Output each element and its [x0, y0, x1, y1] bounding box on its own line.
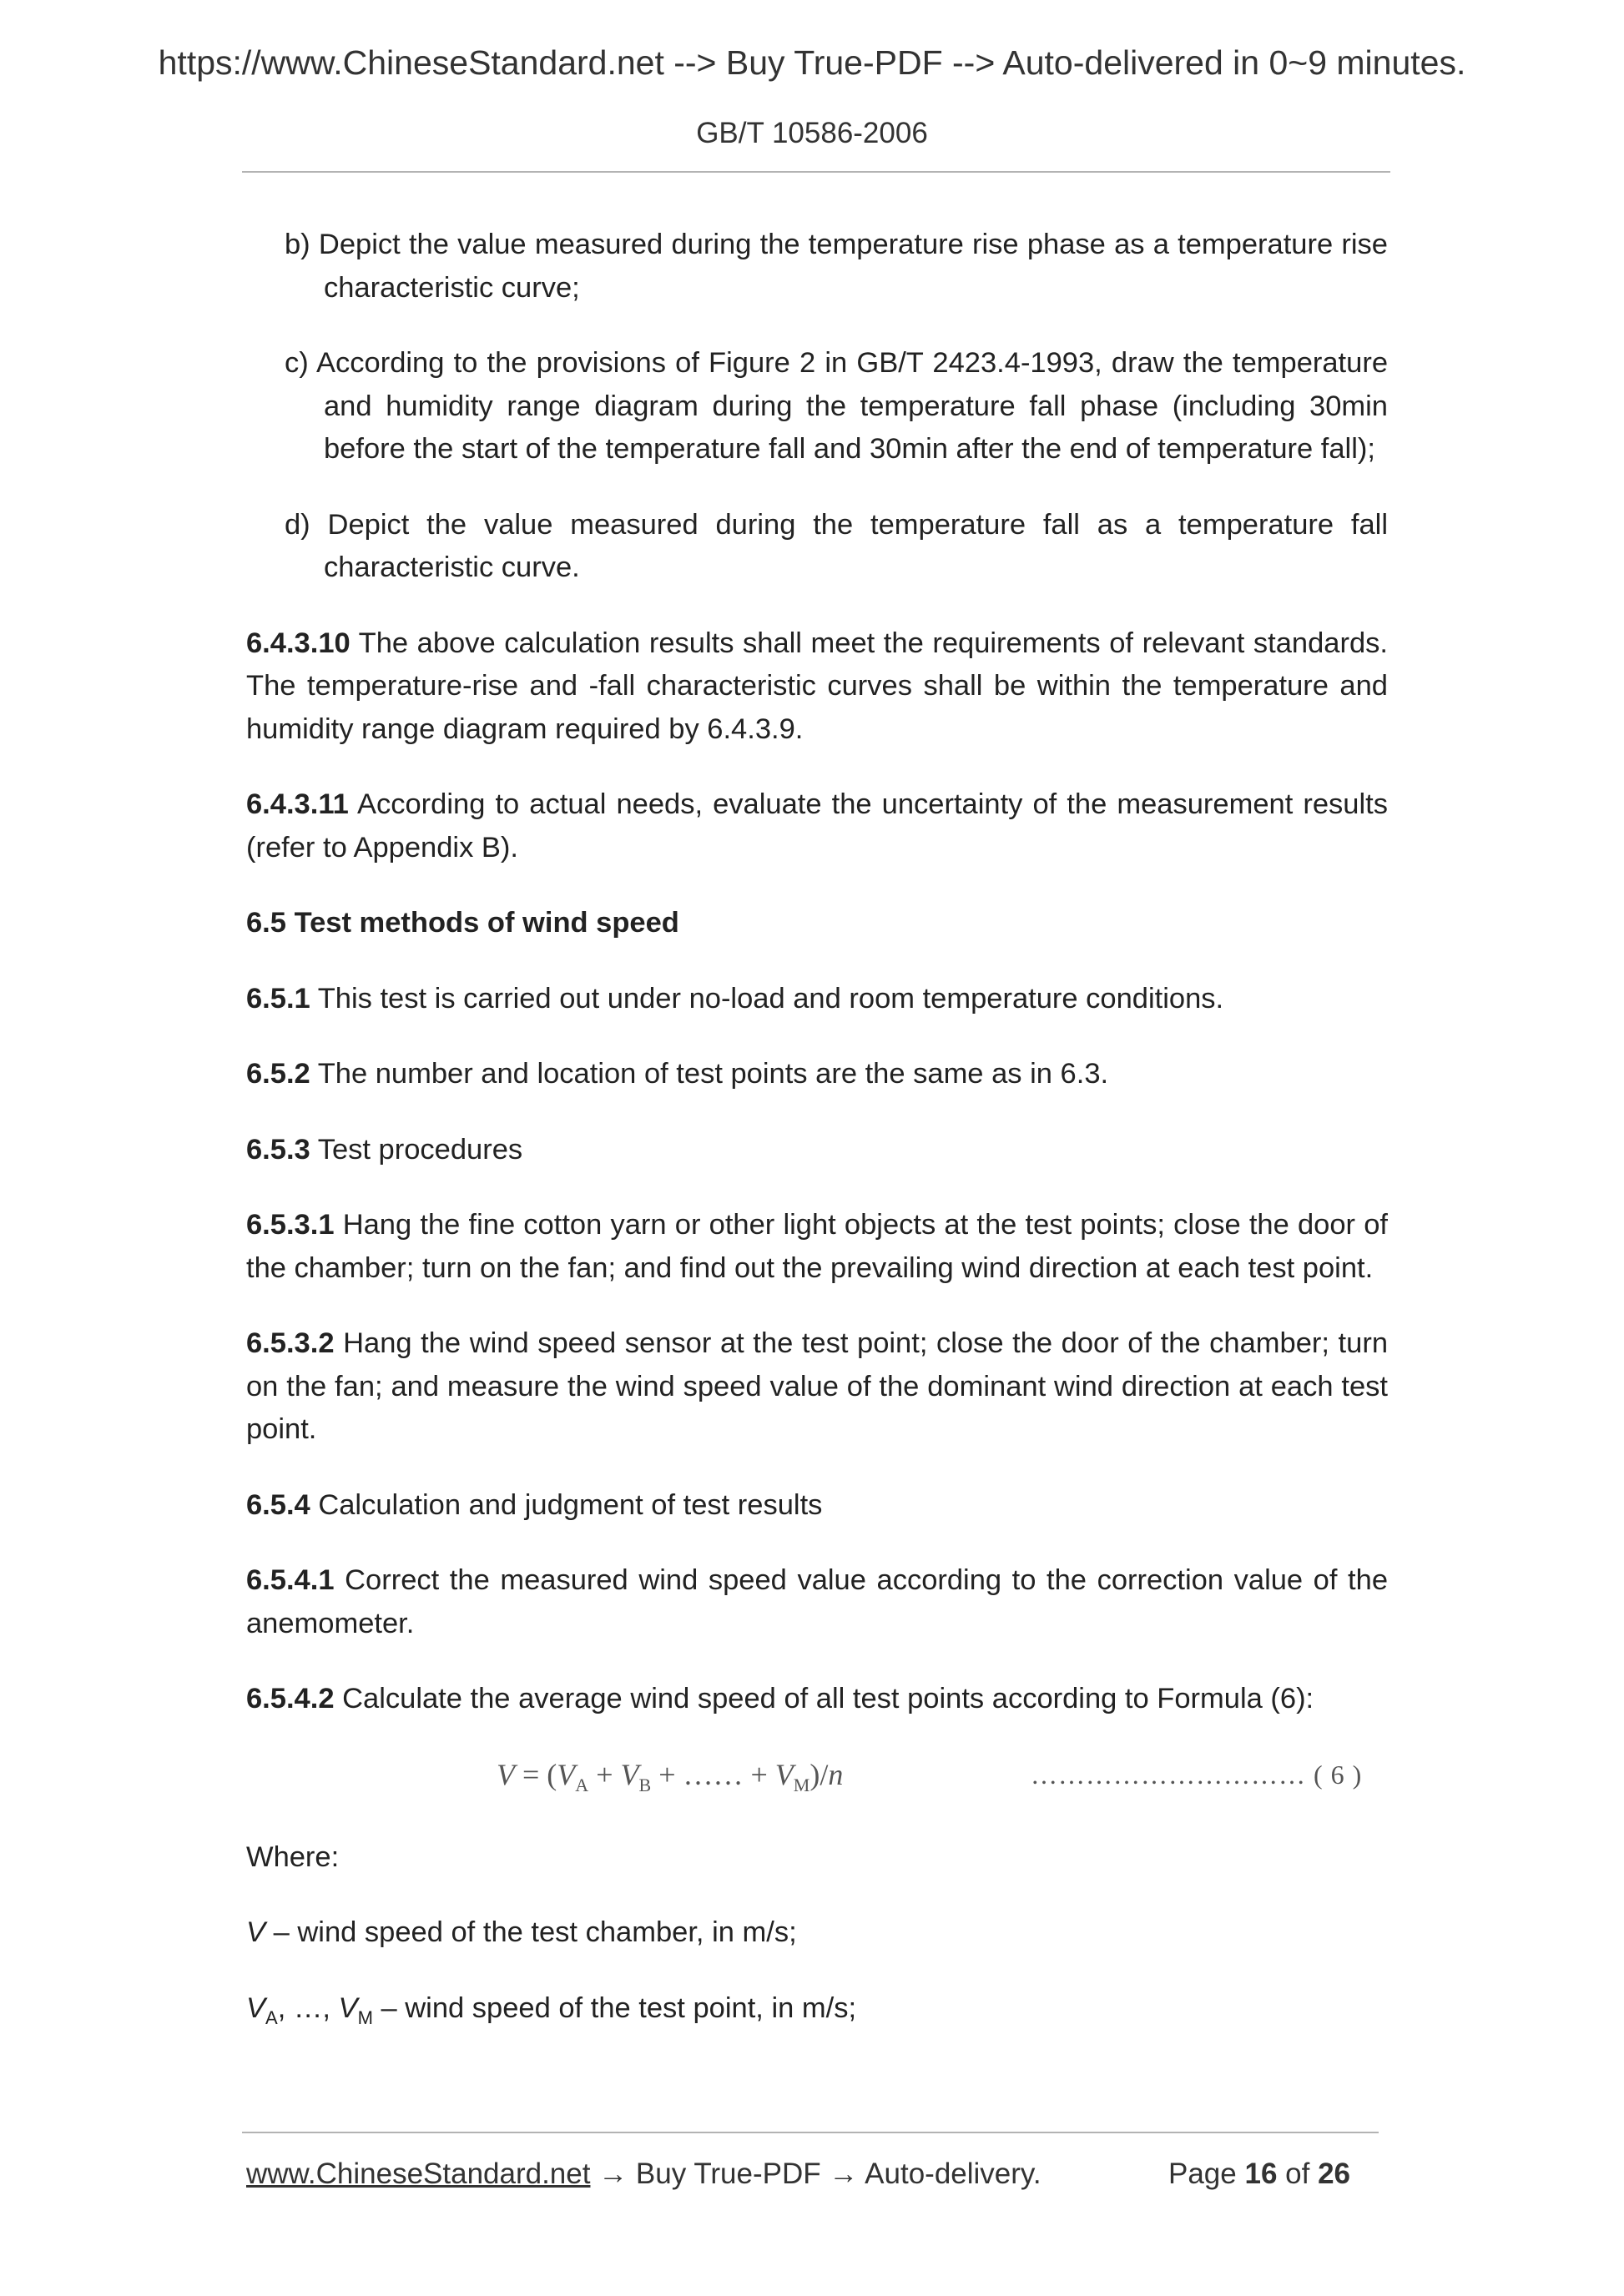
- clause-number: 6.5.4.1: [246, 1564, 335, 1596]
- symbol-subscript: M: [357, 2006, 373, 2028]
- list-marker: b): [285, 229, 310, 260]
- formula-symbol: V: [620, 1757, 639, 1791]
- definition-separator: , …,: [277, 1991, 339, 2024]
- symbol-letter: V: [338, 1991, 358, 2024]
- clause-6-5-4-2: [246, 1678, 1388, 1721]
- clause-6-4-3-11: [246, 783, 1388, 869]
- clause-text: Hang the fine cotton yarn or other light objects at the test points; close the door of the chamber; turn on the fan; and find out the prevailing wind direction at each test point.: [246, 1209, 1388, 1284]
- clause-number: 6.5.2: [246, 1058, 310, 1090]
- clause-text: The number and location of test points are the same as in 6.3.: [317, 1058, 1109, 1090]
- definition-symbol: [246, 1991, 278, 2028]
- clause-text: Correct the measured wind speed value according to the correction value of the anemometer.: [246, 1564, 1389, 1639]
- formula-number: ………………………… ( 6 ): [1031, 1759, 1363, 1790]
- clause-number: 6.5.3.1: [246, 1209, 335, 1241]
- definition-symbol: [338, 1991, 373, 2028]
- list-text: Depict the value measured during the temperature fall as a temperature fall characteristic curve.: [324, 508, 1388, 583]
- clause-number: 6.4.3.10: [246, 627, 351, 659]
- formula-operator: +: [588, 1757, 621, 1791]
- definition-v: [246, 1911, 1388, 1955]
- footer-divider: [242, 2132, 1379, 2133]
- section-title: Test methods of wind speed: [294, 907, 679, 939]
- formula-symbol: V: [557, 1757, 576, 1791]
- formula-symbol: V: [497, 1757, 515, 1791]
- clause-6-5-4-1: [246, 1559, 1388, 1645]
- formula-subscript: A: [575, 1774, 589, 1795]
- definition-text: – wind speed of the test chamber, in m/s;: [265, 1916, 797, 1948]
- formula-subscript: B: [638, 1774, 652, 1795]
- formula-subscript: M: [793, 1774, 810, 1795]
- definition-text: – wind speed of the test point, in m/s;: [372, 1991, 857, 2024]
- list-marker: c): [285, 347, 309, 379]
- clause-number: 6.5.4: [246, 1488, 310, 1521]
- list-item-d: [246, 504, 1388, 590]
- page-total: 26: [1318, 2158, 1351, 2190]
- clause-text: Calculate the average wind speed of all test points according to Formula (6):: [342, 1683, 1314, 1714]
- header-divider: [242, 171, 1390, 173]
- clause-number: 6.5: [246, 907, 286, 939]
- clause-number: 6.5.3: [246, 1133, 310, 1166]
- clause-6-4-3-10: [246, 622, 1388, 752]
- where-label: Where:: [246, 1840, 340, 1873]
- formula-expression: [497, 1754, 843, 1807]
- formula-symbol: n: [828, 1757, 844, 1791]
- clause-text: This test is carried out under no-load and room temperature conditions.: [317, 982, 1224, 1015]
- clause-6-5-3-1: [246, 1204, 1388, 1290]
- section-heading-6-5: [246, 902, 1388, 945]
- symbol-subscript: A: [265, 2006, 278, 2028]
- clause-text: Test procedures: [317, 1133, 523, 1166]
- list-text: According to the provisions of Figure 2 in GB/T 2423.4-1993, draw the temperature and humidity range diagram during the temperature fall phase (including 30min before the start of the temperature fall and 30min after the end of temperature fall);: [316, 347, 1389, 465]
- formula-6: [246, 1754, 1388, 1804]
- clause-number: 6.5.4.2: [246, 1683, 335, 1714]
- definition-va-vm: [246, 1987, 1388, 2039]
- clause-text: According to actual needs, evaluate the uncertainty of the measurement results (refer to Appendix B).: [246, 788, 1388, 864]
- of-label: of: [1285, 2158, 1310, 2190]
- clause-text: The above calculation results shall meet the requirements of relevant standards. The temperature-rise and -fall characteristic curves shall be within the temperature and humidity range diagram required by 6.4.3.9.: [246, 627, 1388, 745]
- formula-symbol: V: [774, 1757, 794, 1791]
- clause-6-5-3: [246, 1129, 1388, 1172]
- clause-text: Calculation and judgment of test results: [318, 1488, 823, 1521]
- clause-6-5-2: [246, 1053, 1388, 1096]
- page-indicator: [1168, 2158, 1350, 2191]
- clause-number: 6.5.3.2: [246, 1327, 335, 1359]
- clause-number: 6.4.3.11: [246, 788, 349, 820]
- list-marker: d): [285, 508, 310, 541]
- footer-tagline: → Buy True-PDF → Auto-delivery.: [590, 2158, 1041, 2190]
- page-content: [246, 224, 1388, 2072]
- list-text: Depict the value measured during the temperature rise phase as a temperature rise characteristic curve;: [318, 229, 1388, 304]
- page-number: 16: [1244, 2158, 1278, 2190]
- top-banner: https://www.ChineseStandard.net --> Buy True-PDF --> Auto-delivered in 0~9 minutes.: [158, 43, 1466, 82]
- clause-6-5-4: [246, 1484, 1388, 1528]
- clause-6-5-3-2: [246, 1322, 1388, 1452]
- formula-operator: + …… +: [651, 1757, 775, 1791]
- clause-text: Hang the wind speed sensor at the test point; close the door of the chamber; turn on the fan; and measure the wind speed value of the dominant wind direction at each test point.: [246, 1327, 1389, 1445]
- page-label: Page: [1168, 2158, 1237, 2190]
- list-item-b: [246, 224, 1388, 310]
- formula-operator: = (: [515, 1757, 557, 1791]
- footer-site-link[interactable]: www.ChineseStandard.net: [246, 2158, 591, 2190]
- formula-operator: )/: [809, 1757, 829, 1791]
- document-code: GB/T 10586-2006: [696, 117, 928, 149]
- definition-symbol: V: [246, 1916, 266, 1948]
- list-item-c: [246, 342, 1388, 471]
- clause-number: 6.5.1: [246, 982, 310, 1015]
- footer-link: [246, 2158, 1041, 2191]
- symbol-letter: V: [246, 1991, 266, 2024]
- clause-6-5-1: [246, 978, 1388, 1021]
